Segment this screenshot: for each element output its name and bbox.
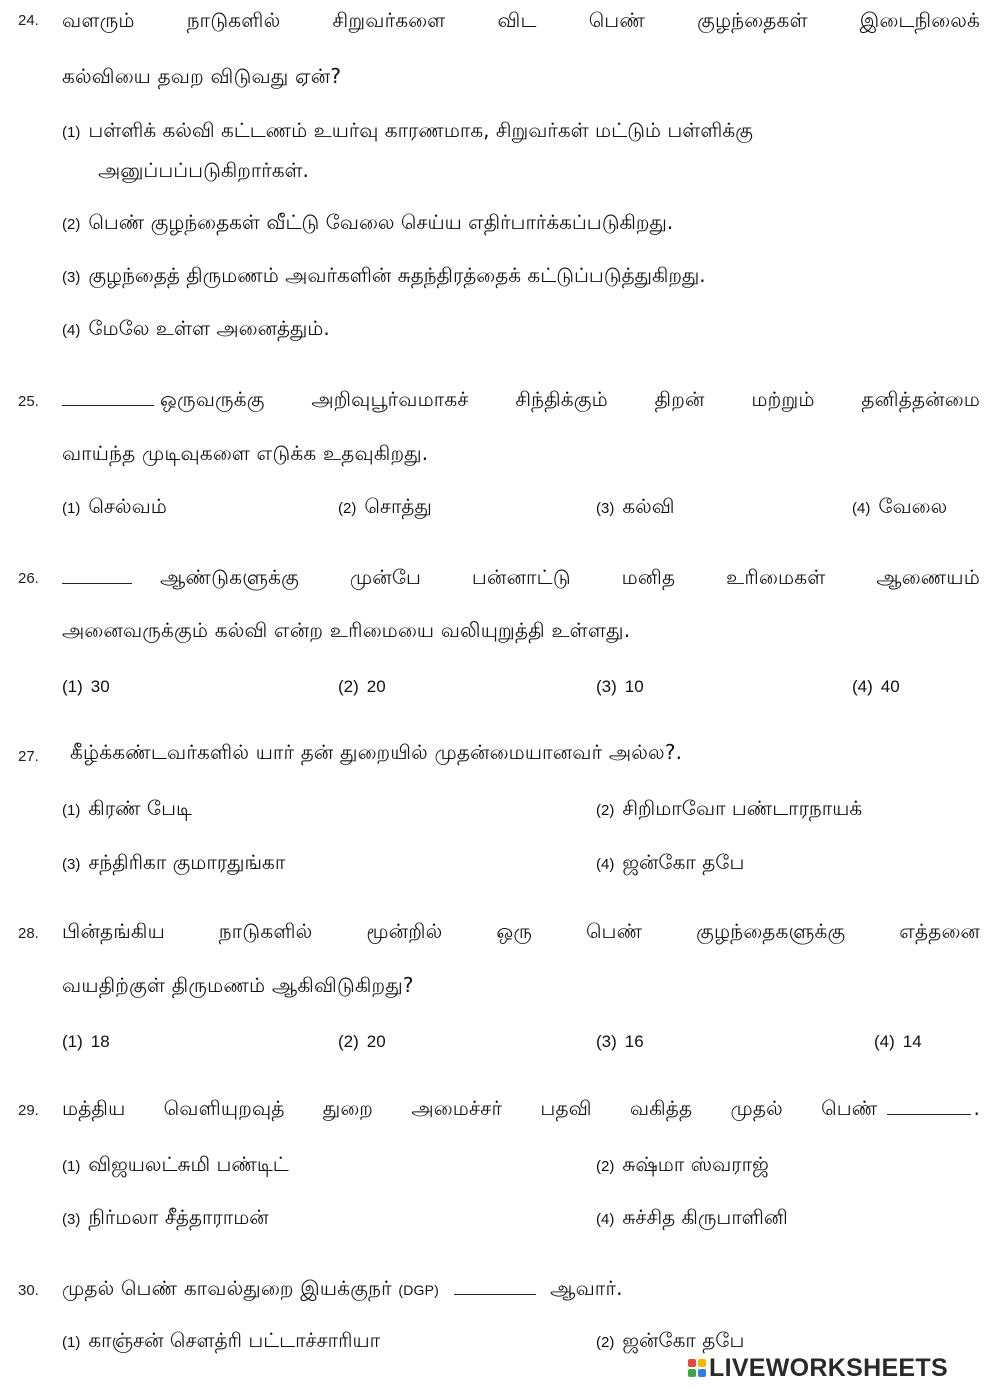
question-text-line1: முதல் பெண் காவல்துறை இயக்குநர் (DGP) ஆவார். xyxy=(62,1276,623,1300)
option-text: கல்வி xyxy=(622,494,675,518)
option-text: வேலை xyxy=(878,494,948,518)
option-2: (2) பெண் குழந்தைகள் வீட்டு வேலை செய்ய எதிர்பார்க்கப்படுகிறது. xyxy=(62,210,674,234)
option-2: (2) சொத்து xyxy=(338,494,432,518)
logo-square xyxy=(688,1359,696,1367)
question-text-line1: ஒருவருக்கு அறிவுபூர்வமாகச் சிந்திக்கும் திறன் மற்றும் தனித்தன்மை xyxy=(62,387,980,414)
question-number: 27. xyxy=(18,748,39,765)
question-number: 30. xyxy=(18,1282,39,1299)
liveworksheets-logo xyxy=(688,1354,948,1382)
answer-blank[interactable] xyxy=(454,1293,536,1295)
option-4: (4) வேலை xyxy=(852,494,948,518)
option-text: 20 xyxy=(366,1032,386,1051)
option-text: ஜன்கோ தபே xyxy=(622,850,745,874)
question-text-line2: கல்வியை தவற விடுவது ஏன்? xyxy=(62,64,342,88)
question-number: 25. xyxy=(18,393,39,410)
option-text: நிர்மலா சீத்தாராமன் xyxy=(88,1205,269,1229)
option-text: 30 xyxy=(90,677,110,696)
option-4: (4) 40 xyxy=(852,677,900,696)
option-1: (1) செல்வம் xyxy=(62,494,167,518)
question-number: 28. xyxy=(18,925,39,942)
option-1: (1) விஜயலட்சுமி பண்டிட் xyxy=(62,1152,289,1176)
option-4: (4) சுச்சித கிருபாளினி xyxy=(596,1205,788,1229)
option-3: (3) நிர்மலா சீத்தாராமன் xyxy=(62,1205,269,1229)
option-text: செல்வம் xyxy=(88,494,167,518)
question-text-line1: மத்திய வெளியுறவுத் துறை அமைச்சர் பதவி வகித்த முதல் பெண் . xyxy=(62,1096,980,1120)
question-text-line1: கீழ்க்கண்டவர்களில் யார் தன் துறையில் முதன்மையானவர் அல்ல?. xyxy=(70,740,683,764)
answer-blank[interactable] xyxy=(62,404,154,406)
option-3: (3) 10 xyxy=(596,677,644,696)
question-text-line2: அனைவருக்கும் கல்வி என்ற உரிமையை வலியுறுத்தி உள்ளது. xyxy=(62,618,631,642)
option-4: (4) ஜன்கோ தபே xyxy=(596,850,745,874)
option-text: சொத்து xyxy=(364,494,432,518)
option-text: 14 xyxy=(902,1032,922,1051)
option-2: (2) 20 xyxy=(338,1032,386,1051)
logo-text: LIVEWORKSHEETS xyxy=(709,1353,948,1382)
option-text: பள்ளிக் கல்வி கட்டணம் உயர்வு காரணமாக, சிறுவர்கள் மட்டும் பள்ளிக்கு xyxy=(88,118,753,142)
logo-square xyxy=(698,1359,706,1367)
option-1: (1) காஞ்சன் சௌத்ரி பட்டாச்சாரியா xyxy=(62,1328,381,1352)
question-text-line1: பின்தங்கிய நாடுகளில் மூன்றில் ஒரு பெண் குழந்தைகளுக்கு எத்தனை xyxy=(62,919,980,943)
question-number: 29. xyxy=(18,1102,39,1119)
option-3: (3) கல்வி xyxy=(596,494,675,518)
question-number: 26. xyxy=(18,570,39,587)
option-text: காஞ்சன் சௌத்ரி பட்டாச்சாரியா xyxy=(88,1328,381,1352)
answer-blank[interactable] xyxy=(62,582,132,584)
option-1: (1) 18 xyxy=(62,1032,110,1051)
option-1: (1) பள்ளிக் கல்வி கட்டணம் உயர்வு காரணமாக, சிறுவர்கள் மட்டும் பள்ளிக்கு xyxy=(62,118,753,142)
option-4: (4) மேலே உள்ள அனைத்தும். xyxy=(62,316,330,340)
option-text: மேலே உள்ள அனைத்தும். xyxy=(88,316,330,340)
option-text: ஜன்கோ தபே xyxy=(622,1328,745,1352)
option-2: (2) ஜன்கோ தபே xyxy=(596,1328,745,1352)
logo-square xyxy=(688,1369,696,1377)
option-3: (3) 16 xyxy=(596,1032,644,1051)
question-text-line2: வயதிற்குள் திருமணம் ஆகிவிடுகிறது? xyxy=(62,973,414,997)
option-4: (4) 14 xyxy=(874,1032,922,1051)
option-text: 16 xyxy=(624,1032,644,1051)
option-text: சிறிமாவோ பண்டாரநாயக் xyxy=(622,796,863,820)
option-2: (2) சிறிமாவோ பண்டாரநாயக் xyxy=(596,796,863,820)
option-2: (2) 20 xyxy=(338,677,386,696)
question-number: 24. xyxy=(18,12,39,29)
option-text: சுச்சித கிருபாளினி xyxy=(622,1205,788,1229)
option-1: (1) 30 xyxy=(62,677,110,696)
question-text-line1: வளரும் நாடுகளில் சிறுவர்களை விட பெண் குழந்தைகள் இடைநிலைக் xyxy=(62,8,980,32)
option-text: பெண் குழந்தைகள் வீட்டு வேலை செய்ய எதிர்பார்க்கப்படுகிறது. xyxy=(88,210,674,234)
option-text: 18 xyxy=(90,1032,110,1051)
option-text: விஜயலட்சுமி பண்டிட் xyxy=(88,1152,289,1176)
option-text: குழந்தைத் திருமணம் அவர்களின் சுதந்திரத்தைக் கட்டுப்படுத்துகிறது. xyxy=(88,263,706,287)
option-1-continued: அனுப்பப்படுகிறார்கள். xyxy=(98,158,309,182)
option-3: (3) சந்திரிகா குமாரதுங்கா xyxy=(62,850,286,874)
option-text: 40 xyxy=(880,677,900,696)
option-text: 10 xyxy=(624,677,644,696)
option-text: சுஷ்மா ஸ்வராஜ் xyxy=(622,1152,769,1176)
option-text: 20 xyxy=(366,677,386,696)
answer-blank[interactable] xyxy=(887,1113,971,1115)
option-2: (2) சுஷ்மா ஸ்வராஜ் xyxy=(596,1152,769,1176)
option-1: (1) கிரண் பேடி xyxy=(62,796,192,820)
question-text-line1: ஆண்டுகளுக்கு முன்பே பன்னாட்டு மனித உரிமைகள் ஆணையம் xyxy=(62,565,980,592)
option-3: (3) குழந்தைத் திருமணம் அவர்களின் சுதந்திரத்தைக் கட்டுப்படுத்துகிறது. xyxy=(62,263,706,287)
option-text: கிரண் பேடி xyxy=(88,796,192,820)
question-text-line2: வாய்ந்த முடிவுகளை எடுக்க உதவுகிறது. xyxy=(62,441,429,465)
logo-square xyxy=(698,1369,706,1377)
logo-icon xyxy=(688,1359,706,1377)
abbreviation: (DGP) xyxy=(398,1282,440,1298)
option-text: சந்திரிகா குமாரதுங்கா xyxy=(88,850,286,874)
